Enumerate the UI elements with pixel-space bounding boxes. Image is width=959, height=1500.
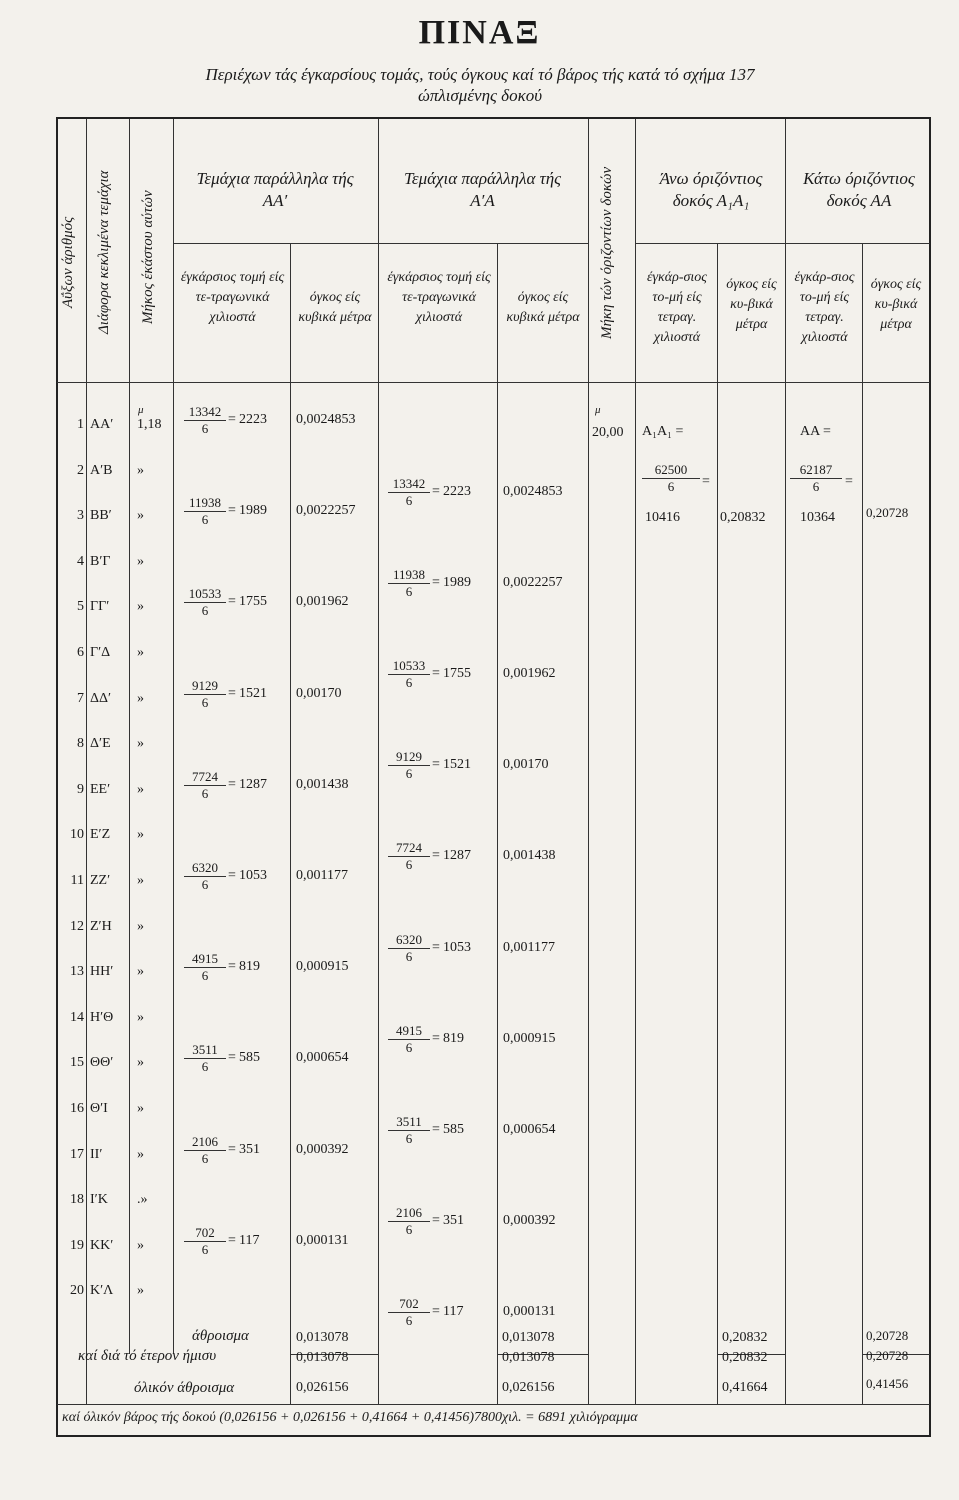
row-volume: 0,0022257	[296, 503, 356, 518]
equals-sign: =	[228, 1142, 236, 1157]
row-volume: 0,001962	[296, 594, 349, 609]
a-a-half: 0,013078	[502, 1350, 555, 1365]
row-number: 5	[77, 599, 84, 614]
row-number: 9	[77, 782, 84, 797]
a-a-sum: 0,013078	[502, 1330, 555, 1345]
section-fraction	[184, 1042, 226, 1075]
row-piece: ΔΔ′	[90, 691, 112, 706]
fraction-denominator: 6	[201, 1151, 209, 1166]
upper-beam-numerator: 62500	[642, 462, 700, 479]
row-volume: 0,000392	[296, 1142, 349, 1157]
fraction-denominator: 6	[201, 512, 209, 527]
row-piece: ΚΚ′	[90, 1238, 114, 1253]
fraction-denominator: 6	[405, 1222, 413, 1237]
lower-sum: 0,20728	[866, 1328, 909, 1343]
row-volume: 0,000131	[503, 1304, 556, 1319]
upper-beam-denominator: 6	[667, 479, 675, 494]
other-half-label: καί διά τό έτερον ήμισυ	[78, 1348, 217, 1364]
col-divider	[635, 119, 636, 1404]
subheader-section-upper: έγκάρ-σιος το-μή είς τετραγ. χιλιοστά	[647, 270, 707, 345]
length-unit: μ	[138, 404, 144, 416]
section-fraction	[184, 586, 226, 619]
section-fraction	[184, 860, 226, 893]
header-group-upper: Άνω όριζόντιος δοκός Α₁Α₁	[659, 169, 763, 210]
fraction-denominator: 6	[201, 1242, 209, 1257]
section-fraction	[184, 404, 226, 437]
upper-half: 0,20832	[722, 1350, 768, 1365]
row-piece: ΖΖ′	[90, 873, 111, 888]
lower-beam-volume: 0,20728	[866, 505, 909, 520]
equals-sign: =	[228, 1050, 236, 1065]
lower-beam-numerator: 62187	[790, 462, 842, 479]
footer-divider	[57, 1404, 930, 1405]
row-piece: ΘΘ′	[90, 1055, 114, 1070]
row-piece: ΙΙ′	[90, 1147, 103, 1162]
section-result: 1989	[239, 503, 267, 518]
row-length: »	[137, 1101, 144, 1116]
lower-half: 0,20728	[866, 1348, 909, 1363]
row-number: 3	[77, 508, 84, 523]
fraction-numerator: 3511	[184, 1042, 226, 1059]
row-volume: 0,000654	[503, 1122, 556, 1137]
fraction-numerator: 9129	[184, 678, 226, 695]
row-length: »	[137, 1283, 144, 1298]
fraction-numerator: 702	[388, 1296, 430, 1313]
row-volume: 0,000915	[503, 1031, 556, 1046]
row-number: 13	[70, 964, 84, 979]
equals-sign: =	[228, 868, 236, 883]
section-fraction	[388, 658, 430, 691]
equals-sign: =	[432, 1213, 440, 1228]
fraction-denominator: 6	[201, 695, 209, 710]
section-result: 1521	[239, 686, 267, 701]
equals-sign: =	[228, 777, 236, 792]
fraction-numerator: 10533	[184, 586, 226, 603]
aa-sum: 0,013078	[296, 1330, 349, 1345]
fraction-denominator: 6	[405, 1040, 413, 1055]
section-result: 1755	[239, 594, 267, 609]
row-piece: Θ′Ι	[90, 1101, 108, 1116]
fraction-numerator: 4915	[184, 951, 226, 968]
equals-sign: =	[432, 848, 440, 863]
equals-sign: =	[228, 412, 236, 427]
equals-sign: =	[228, 594, 236, 609]
fraction-numerator: 6320	[388, 932, 430, 949]
row-length: »	[137, 691, 144, 706]
fraction-denominator: 6	[405, 584, 413, 599]
lower-beam-eq-sign: =	[845, 474, 853, 489]
section-fraction	[388, 749, 430, 782]
row-length: »	[137, 919, 144, 934]
row-piece: Α′Β	[90, 463, 113, 478]
col-divider	[86, 119, 87, 1404]
row-divider	[57, 382, 930, 383]
row-volume: 0,000654	[296, 1050, 349, 1065]
equals-sign: =	[432, 1304, 440, 1319]
lower-beam-denominator: 6	[812, 479, 820, 494]
row-number: 16	[70, 1101, 84, 1116]
row-divider	[173, 243, 588, 244]
header-group-a-a: Τεμάχια παράλληλα τής Α′Α	[403, 169, 562, 210]
row-length: 1,18	[137, 417, 162, 432]
section-result: 1989	[443, 575, 471, 590]
fraction-numerator: 6320	[184, 860, 226, 877]
col-divider	[785, 119, 786, 1404]
section-fraction	[388, 840, 430, 873]
section-result: 2223	[239, 412, 267, 427]
row-volume: 0,000131	[296, 1233, 349, 1248]
section-result: 117	[443, 1304, 464, 1319]
fraction-denominator: 6	[201, 877, 209, 892]
fraction-denominator: 6	[201, 786, 209, 801]
col-divider	[378, 119, 379, 1404]
equals-sign: =	[432, 666, 440, 681]
section-result: 1521	[443, 757, 471, 772]
fraction-numerator: 2106	[184, 1134, 226, 1151]
sum-label: άθροισμα	[192, 1328, 249, 1344]
a-a-grand: 0,026156	[502, 1380, 555, 1395]
row-length: »	[137, 782, 144, 797]
col-divider	[717, 243, 718, 1404]
row-piece: Δ′Ε	[90, 736, 111, 751]
subtitle-line-2: ώπλισμένης δοκού	[417, 86, 543, 105]
row-number: 1	[77, 417, 84, 432]
row-volume: 0,001438	[296, 777, 349, 792]
section-fraction	[184, 769, 226, 802]
row-length: »	[137, 1147, 144, 1162]
row-piece: Η′Θ	[90, 1010, 114, 1025]
upper-beam-volume: 0,20832	[720, 510, 766, 525]
row-number: 4	[77, 554, 84, 569]
row-volume: 0,0022257	[503, 575, 563, 590]
aa-grand: 0,026156	[296, 1380, 349, 1395]
section-result: 585	[239, 1050, 260, 1065]
subtitle-line-1: Περιέχων τάς έγκαρσίους τομάς, τούς όγκους καί τό βάρος τής κατά τό σχήμα 137	[205, 65, 755, 84]
row-piece: ΒΒ′	[90, 508, 112, 523]
section-fraction	[388, 1296, 430, 1329]
row-piece: ΑΑ′	[90, 417, 114, 432]
beam-length-value: 20,00	[592, 425, 624, 440]
row-number: 8	[77, 736, 84, 751]
section-fraction	[388, 1114, 430, 1147]
section-fraction	[388, 567, 430, 600]
row-volume: 0,00170	[296, 686, 342, 701]
row-length: »	[137, 463, 144, 478]
section-fraction	[184, 1134, 226, 1167]
header-group-aa: Τεμάχια παράλληλα τής ΑΑ′	[196, 169, 354, 210]
section-result: 1287	[239, 777, 267, 792]
fraction-numerator: 4915	[388, 1023, 430, 1040]
row-length: »	[137, 827, 144, 842]
lower-beam-label: ΑΑ =	[800, 424, 831, 439]
equals-sign: =	[228, 959, 236, 974]
row-piece: Γ′Δ	[90, 645, 111, 660]
col-divider	[862, 243, 863, 1404]
section-result: 1755	[443, 666, 471, 681]
row-length: »	[137, 599, 144, 614]
row-volume: 0,0024853	[503, 484, 563, 499]
row-length: »	[137, 736, 144, 751]
subheader-volume-upper: όγκος είς κυ-βικά μέτρα	[726, 277, 777, 332]
fraction-denominator: 6	[201, 421, 209, 436]
lower-beam-section: 10364	[800, 510, 835, 525]
row-number: 17	[70, 1147, 84, 1162]
section-fraction	[388, 932, 430, 965]
fraction-numerator: 13342	[184, 404, 226, 421]
fraction-denominator: 6	[201, 603, 209, 618]
equals-sign: =	[432, 940, 440, 955]
section-fraction	[184, 495, 226, 528]
row-number: 11	[70, 873, 84, 888]
row-number: 15	[70, 1055, 84, 1070]
fraction-numerator: 11938	[184, 495, 226, 512]
subheader-volume-aa: όγκος είς κυβικά μέτρα	[298, 290, 372, 325]
row-number: 7	[77, 691, 84, 706]
grand-total-label: όλικόν άθροισμα	[134, 1380, 235, 1396]
fraction-denominator: 6	[405, 1313, 413, 1328]
col-divider	[290, 243, 291, 1404]
fraction-numerator: 13342	[388, 476, 430, 493]
fraction-numerator: 2106	[388, 1205, 430, 1222]
section-result: 351	[239, 1142, 260, 1157]
row-piece: ΕΕ′	[90, 782, 111, 797]
row-length: »	[137, 508, 144, 523]
section-fraction	[184, 951, 226, 984]
fraction-numerator: 10533	[388, 658, 430, 675]
fraction-numerator: 702	[184, 1225, 226, 1242]
row-piece: Ε′Ζ	[90, 827, 111, 842]
row-number: 20	[70, 1283, 84, 1298]
section-result: 117	[239, 1233, 260, 1248]
subheader-section-lower: έγκάρ-σιος το-μή είς τετραγ. χιλιοστά	[794, 270, 855, 345]
section-result: 1053	[443, 940, 471, 955]
row-number: 18	[70, 1192, 84, 1207]
equals-sign: =	[432, 757, 440, 772]
section-result: 351	[443, 1213, 464, 1228]
footer-total-weight: καί όλικόν βάρος τής δοκού (0,026156 + 0,026156 + 0,41664 + 0,41456)7800χιλ. = 6891 χιλιόγραμμα	[62, 1410, 638, 1425]
row-piece: Β′Γ	[90, 554, 111, 569]
fraction-denominator: 6	[201, 968, 209, 983]
upper-beam-eq-sign: =	[702, 474, 710, 489]
fraction-numerator: 3511	[388, 1114, 430, 1131]
row-number: 10	[70, 827, 84, 842]
row-piece: Κ′Λ	[90, 1283, 114, 1298]
row-length: »	[137, 1010, 144, 1025]
equals-sign: =	[432, 484, 440, 499]
section-fraction	[184, 1225, 226, 1258]
lower-beam-fraction	[790, 462, 842, 495]
row-number: 12	[70, 919, 84, 934]
equals-sign: =	[228, 503, 236, 518]
subheader-volume-a-a: όγκος είς κυβικά μέτρα	[506, 290, 580, 325]
section-fraction	[388, 476, 430, 509]
header-group-lower: Κάτω όριζόντιος δοκός ΑΑ	[803, 169, 915, 210]
subheader-section-aa: έγκάρσιος τομή είς τε-τραγωνικά χιλιοστά	[180, 270, 285, 325]
fraction-numerator: 7724	[184, 769, 226, 786]
row-volume: 0,001962	[503, 666, 556, 681]
row-volume: 0,0024853	[296, 412, 356, 427]
row-length: »	[137, 645, 144, 660]
equals-sign: =	[228, 1233, 236, 1248]
header-length: Μήκος έκάστου αύτών	[140, 190, 156, 325]
fraction-denominator: 6	[201, 1059, 209, 1074]
subheader-section-a-a: έγκάρσιος τομή είς τε-τραγωνικά χιλιοστά	[387, 270, 491, 325]
row-volume: 0,000392	[503, 1213, 556, 1228]
row-volume: 0,001177	[296, 868, 348, 883]
fraction-numerator: 11938	[388, 567, 430, 584]
fraction-denominator: 6	[405, 1131, 413, 1146]
row-divider	[635, 243, 930, 244]
equals-sign: =	[228, 686, 236, 701]
row-number: 6	[77, 645, 84, 660]
upper-grand: 0,41664	[722, 1380, 768, 1395]
section-result: 2223	[443, 484, 471, 499]
row-piece: Ι′Κ	[90, 1192, 108, 1207]
row-volume: 0,001438	[503, 848, 556, 863]
row-length: »	[137, 1238, 144, 1253]
upper-beam-section: 10416	[645, 510, 680, 525]
row-volume: 0,000915	[296, 959, 349, 974]
row-length: »	[137, 964, 144, 979]
fraction-denominator: 6	[405, 675, 413, 690]
row-length: »	[137, 873, 144, 888]
fraction-denominator: 6	[405, 857, 413, 872]
section-result: 1053	[239, 868, 267, 883]
section-fraction	[184, 678, 226, 711]
beam-length-unit: μ	[595, 404, 601, 416]
row-number: 14	[70, 1010, 84, 1025]
section-fraction	[388, 1023, 430, 1056]
row-piece: ΓΓ′	[90, 599, 110, 614]
fraction-denominator: 6	[405, 766, 413, 781]
page-subtitle	[40, 64, 920, 106]
upper-beam-fraction	[642, 462, 700, 495]
header-beam-lengths: Μήκη τών όριζοντίων δοκών	[599, 166, 615, 339]
section-result: 585	[443, 1122, 464, 1137]
equals-sign: =	[432, 575, 440, 590]
section-result: 1287	[443, 848, 471, 863]
row-piece: Ζ′Η	[90, 919, 112, 934]
col-divider	[497, 243, 498, 1404]
row-length: »	[137, 1055, 144, 1070]
header-number: Αΰξων άριθμός	[60, 216, 76, 309]
row-number: 19	[70, 1238, 84, 1253]
upper-beam-label: Α₁Α₁ =	[642, 424, 684, 439]
equals-sign: =	[432, 1031, 440, 1046]
fraction-denominator: 6	[405, 949, 413, 964]
section-fraction	[388, 1205, 430, 1238]
subheader-volume-lower: όγκος είς κυ-βικά μέτρα	[870, 277, 922, 332]
section-result: 819	[443, 1031, 464, 1046]
col-divider	[588, 119, 589, 1404]
page-title: ΠΙΝΑΞ	[418, 14, 541, 51]
row-length: .»	[137, 1192, 148, 1207]
section-result: 819	[239, 959, 260, 974]
row-number: 2	[77, 463, 84, 478]
lower-grand: 0,41456	[866, 1376, 909, 1391]
fraction-numerator: 9129	[388, 749, 430, 766]
col-divider	[129, 119, 130, 1354]
row-volume: 0,001177	[503, 940, 555, 955]
fraction-denominator: 6	[405, 493, 413, 508]
row-length: »	[137, 554, 144, 569]
aa-half: 0,013078	[296, 1350, 349, 1365]
row-volume: 0,00170	[503, 757, 549, 772]
fraction-numerator: 7724	[388, 840, 430, 857]
upper-sum: 0,20832	[722, 1330, 768, 1345]
equals-sign: =	[432, 1122, 440, 1137]
header-pieces: Διάφορα κεκλιμένα τεμάχια	[96, 170, 112, 335]
row-piece: ΗΗ′	[90, 964, 114, 979]
col-divider	[173, 119, 174, 1354]
